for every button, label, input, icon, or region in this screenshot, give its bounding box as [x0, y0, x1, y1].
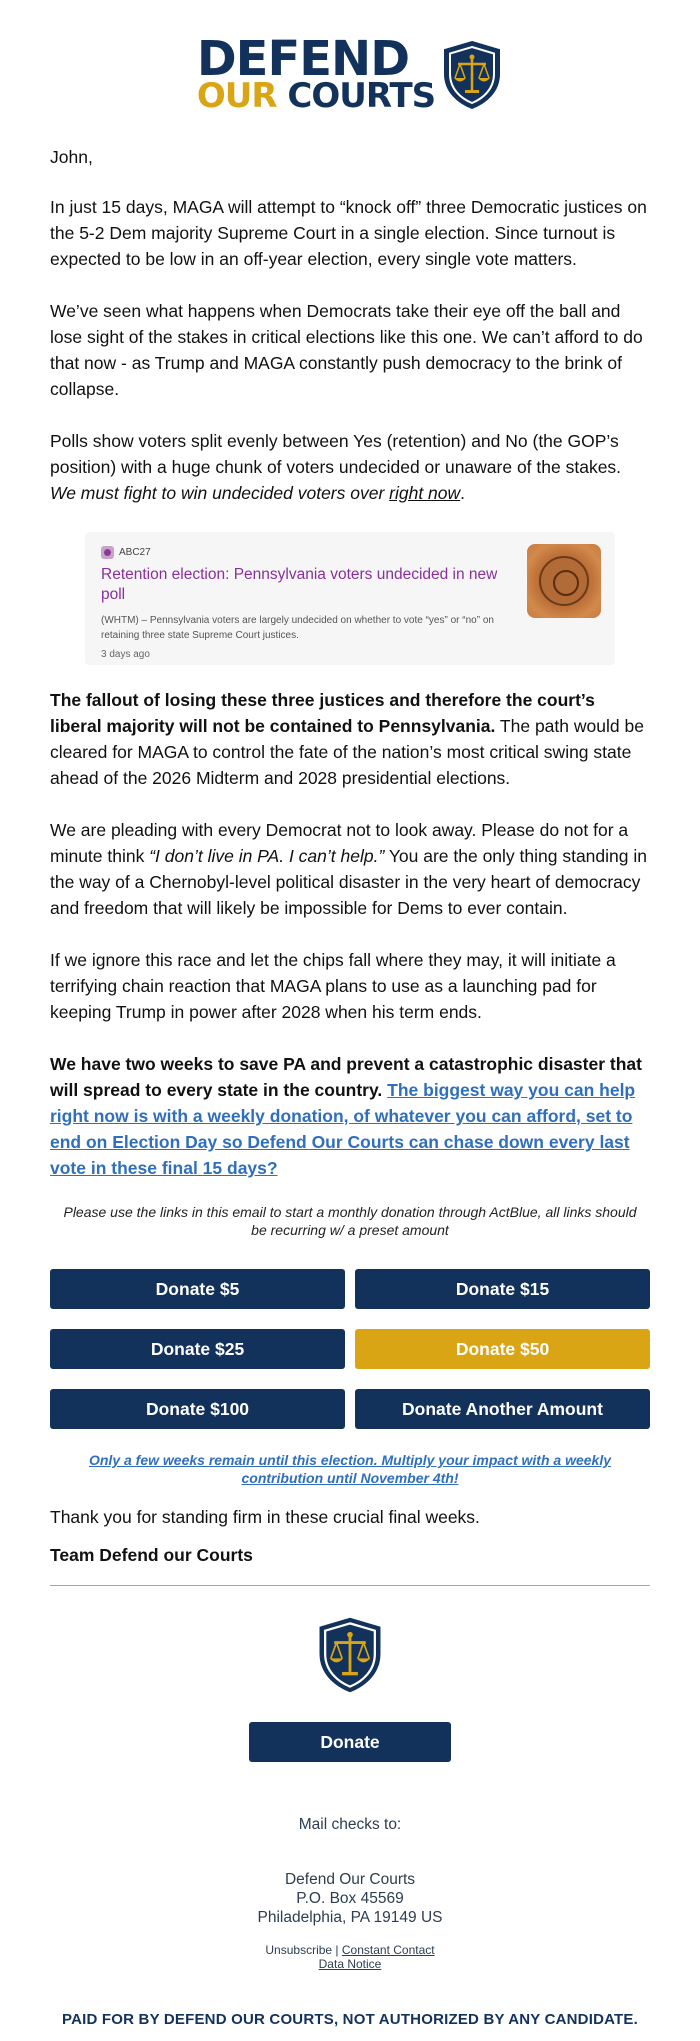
p5-a: We are pleading with every Democrat not to look away. Please do not for a minute think — [50, 820, 629, 866]
brand-logo[interactable] — [196, 31, 503, 117]
p5-quote: “I don’t live in PA. I can’t help.” — [149, 846, 385, 866]
mailing-address — [0, 1870, 700, 1927]
logo-wordmark — [196, 31, 436, 117]
paid-for-disclaimer: PAID FOR BY DEFEND OUR COURTS, NOT AUTHORIZED BY ANY CANDIDATE. — [62, 2011, 638, 2028]
donate-5-button[interactable]: Donate $5 — [50, 1269, 345, 1309]
footer — [0, 1614, 700, 2028]
p3-emphasis — [50, 483, 460, 503]
mail-checks-label: Mail checks to: — [298, 1816, 402, 1833]
logo-defend: DEFEND — [196, 31, 410, 88]
constant-contact-link[interactable]: Constant Contact — [341, 1943, 435, 1957]
weekly-contribution-link[interactable]: Only a few weeks remain until this election. Multiply your impact with a weekly contribution until November 4th! — [88, 1452, 612, 1486]
logo-courts: COURTS — [287, 76, 436, 117]
p3-right-now: right now — [389, 483, 461, 503]
paragraph-4 — [50, 687, 650, 791]
logo-our-courts — [196, 76, 436, 117]
address-line-3: Philadelphia, PA 19149 US — [257, 1909, 443, 1926]
scales-shield-icon — [441, 40, 503, 110]
donate-100-button[interactable]: Donate $100 — [50, 1389, 345, 1429]
news-source-name: ABC27 — [119, 547, 151, 558]
donate-50-button[interactable]: Donate $50 — [355, 1329, 650, 1369]
weekly-donation-link[interactable]: The biggest way you can help right now is with a weekly donation, of whatever you can afford, set to end on Election Day so Defend Our Courts can chase down every last vote in these final 15 days? — [50, 1080, 636, 1178]
news-snippet: (WHTM) – Pennsylvania voters are largely undecided on whether to vote “yes” or “no” on retaining three state Supreme Court justices. — [101, 615, 494, 641]
footer-donate-button[interactable]: Donate — [249, 1722, 451, 1762]
p3-emphasis-text: We must fight to win undecided voters over — [50, 483, 390, 503]
address-line-2: P.O. Box 45569 — [296, 1890, 404, 1907]
greeting: John, — [50, 147, 93, 167]
p3-text: Polls show voters split evenly between Yes (retention) and No (the GOP’s position) with a huge chunk of voters undecided or unaware of the stakes. — [50, 431, 622, 477]
footer-divider — [50, 1585, 650, 1586]
state-seal-icon — [539, 556, 589, 606]
donate-button-grid — [50, 1269, 650, 1429]
unsubscribe-link[interactable]: Unsubscribe — [265, 1943, 333, 1957]
news-source — [101, 546, 599, 559]
email-body — [0, 144, 700, 1586]
link-separator: | — [332, 1943, 342, 1957]
news-title[interactable]: Retention election: Pennsylvania voters undecided in new poll — [101, 566, 498, 603]
p4-rest: The path would be cleared for MAGA to control the fate of the nation’s most critical swing state ahead of the 2026 Midterm and 2028 presidential elections. — [50, 716, 644, 788]
logo-our: OUR — [196, 76, 277, 117]
header — [0, 0, 700, 132]
paragraph-1: In just 15 days, MAGA will attempt to “knock off” three Democratic justices on the 5-2 Dem majority Supreme Court in a single election. Since turnout is expected to be low in an off-year election, every single vote matters. — [50, 197, 647, 269]
donate-25-button[interactable]: Donate $25 — [50, 1329, 345, 1369]
p3-period: . — [460, 483, 466, 503]
recurring-note: Please use the links in this email to start a monthly donation through ActBlue, all links should be recurring w/ a preset amount — [63, 1204, 637, 1238]
footer-links — [0, 1943, 700, 1971]
paragraph-3 — [50, 428, 650, 506]
news-thumbnail — [527, 544, 601, 618]
p5-c: You are the only thing standing in the way of a Chernobyl-level political disaster in the very heart of democracy and freedom that will likely be impossible for Dems to ever contain. — [50, 846, 647, 918]
paragraph-6: If we ignore this race and let the chips fall where they may, it will initiate a terrifying chain reaction that MAGA plans to use as a launching pad for keeping Trump in power after 2028 when his term ends. — [50, 950, 616, 1022]
p4-bold: The fallout of losing these three justices and therefore the court’s liberal majority will not be contained to Pennsylvania. — [50, 690, 595, 736]
news-source-icon — [101, 546, 114, 559]
paragraph-2: We’ve seen what happens when Democrats take their eye off the ball and lose sight of the stakes in critical elections like this one. We can’t afford to do that now - as Trump and MAGA constantly push democracy to the brink of collapse. — [50, 301, 643, 399]
address-line-1: Defend Our Courts — [284, 1871, 416, 1888]
signature: Team Defend our Courts — [50, 1545, 253, 1565]
donate-other-amount-button[interactable]: Donate Another Amount — [355, 1389, 650, 1429]
thanks-line: Thank you for standing firm in these crucial final weeks. — [50, 1507, 480, 1527]
news-card[interactable] — [85, 532, 615, 665]
paragraph-5 — [50, 817, 650, 921]
news-time: 3 days ago — [101, 649, 150, 660]
paragraph-7 — [50, 1051, 650, 1181]
data-notice-link[interactable]: Data Notice — [318, 1957, 382, 1971]
donate-15-button[interactable]: Donate $15 — [355, 1269, 650, 1309]
scales-shield-icon — [315, 1614, 385, 1696]
p7-bold: We have two weeks to save PA and prevent a catastrophic disaster that will spread to every state in the country. — [50, 1054, 642, 1100]
